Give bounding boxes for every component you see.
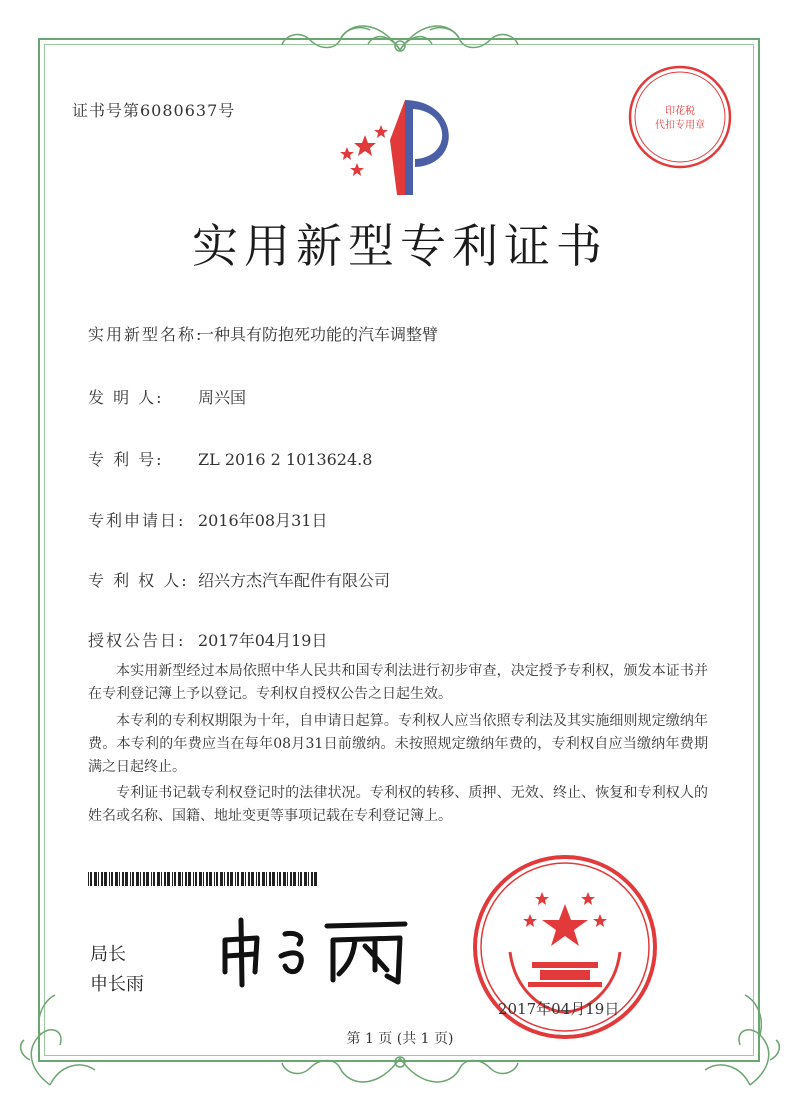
field-value: ZL 2016 2 1013624.8 (198, 450, 373, 469)
field-label: 专 利 号: (88, 450, 164, 469)
bottom-ornament (280, 1050, 520, 1095)
field-value: 2016年08月31日 (198, 511, 328, 530)
field-label: 专利申请日: (88, 511, 186, 530)
svg-text:代扣专用章: 代扣专用章 (655, 120, 705, 131)
field-value: 周兴国 (198, 388, 247, 407)
field-label: 专 利 权 人: (88, 571, 189, 590)
legal-paragraph: 本专利的专利权期限为十年，自申请日起算。专利权人应当依照专利法及其实施细则规定缴纳年费。本专利的年费应当在每年08月31日前缴纳。未按照规定缴纳年费的，专利权自应当缴纳年费期满之日起终止。 (88, 713, 708, 775)
field-grant-date (88, 628, 327, 651)
certificate-number: 证书号第6080637号 (72, 101, 236, 120)
patent-office-emblem (335, 95, 465, 205)
field-label: 发 明 人: (88, 388, 164, 407)
top-ornament (280, 10, 520, 60)
field-label: 实用新型名称: (88, 325, 204, 344)
field-patent-number (88, 447, 372, 470)
corner-ornament-bottom-right (700, 960, 790, 1090)
legal-paragraph: 本实用新型经过本局依照中华人民共和国专利法进行初步审查，决定授予专利权，颁发本证书并在专利登记簿上予以登记。专利权自授权公告之日起生效。 (88, 663, 708, 702)
signatory-name: 申长雨 (90, 974, 144, 995)
field-inventor (88, 385, 246, 408)
field-value: 绍兴方杰汽车配件有限公司 (198, 571, 391, 590)
handwritten-signature (215, 910, 415, 990)
svg-text:印花税: 印花税 (665, 106, 695, 117)
tax-seal (625, 62, 735, 172)
field-value: 2017年04月19日 (198, 631, 328, 650)
certificate-title: 实用新型专利证书 (192, 219, 608, 273)
field-value: 一种具有防抱死功能的汽车调整臂 (198, 325, 439, 344)
field-patentee (88, 568, 390, 591)
field-label: 授权公告日: (88, 631, 186, 650)
legal-paragraph: 专利证书记载专利权登记时的法律状况。专利权的转移、质押、无效、终止、恢复和专利权人的姓名或名称、国籍、地址变更等事项记载在专利登记簿上。 (88, 785, 708, 824)
barcode (88, 872, 318, 886)
page-indicator: 第 1 页 (共 1 页) (346, 1031, 454, 1047)
corner-ornament-bottom-left (10, 960, 100, 1090)
field-application-date (88, 508, 327, 531)
seal-date: 2017年04月19日 (498, 1000, 620, 1018)
signatory-title: 局长 (90, 944, 126, 965)
field-utility-model-name (88, 322, 438, 345)
